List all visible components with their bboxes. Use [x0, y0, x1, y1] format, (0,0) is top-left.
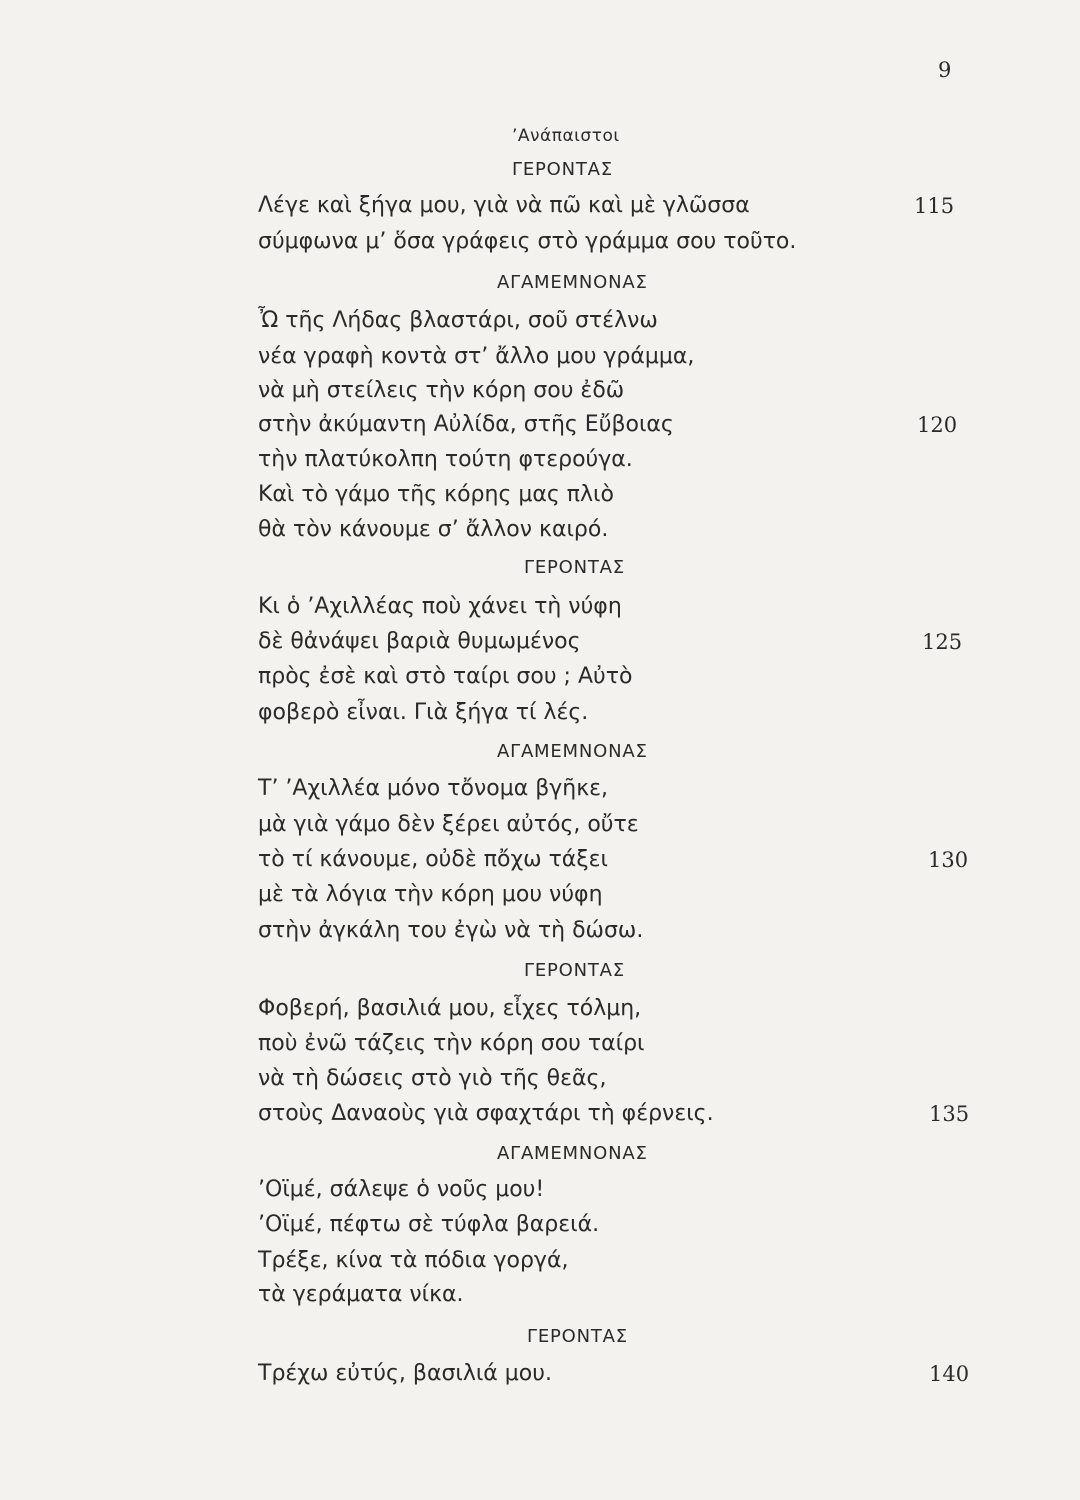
verse-line: πρὸς ἐσὲ καὶ στὸ ταίρι σου ; Αὐτὸ — [258, 664, 633, 689]
speaker-name: ΑΓΑΜΕΜΝΟΝΑΣ — [497, 272, 648, 293]
line-number: 140 — [929, 1362, 970, 1386]
verse-line: μὰ γιὰ γάμο δὲν ξέρει αὐτός, οὔτε — [258, 812, 639, 837]
verse-line: στὴν ἀγκάλη του ἐγὼ νὰ τὴ δώσω. — [258, 918, 644, 943]
line-number: 120 — [917, 413, 958, 437]
line-number: 125 — [922, 630, 963, 654]
verse-line: νὰ τὴ δώσεις στὸ γιὸ τῆς θεᾶς, — [258, 1066, 607, 1091]
verse-line: Τρέχω εὐτύς, βασιλιά μου. — [258, 1361, 552, 1386]
verse-line: φοβερὸ εἶναι. Γιὰ ξήγα τί λές. — [258, 700, 589, 725]
line-number: 115 — [914, 194, 955, 218]
verse-line: τὴν πλατύκολπη τούτη φτερούγα. — [258, 447, 633, 472]
meter-heading: ’Ανάπαιστοι — [512, 126, 620, 146]
verse-line: στὴν ἀκύμαντη Αὐλίδα, στῆς Εὔβοιας — [258, 412, 674, 437]
line-number: 130 — [928, 848, 969, 872]
verse-line: Τ’ ’Αχιλλέα μόνο τὄνομα βγῆκε, — [258, 776, 609, 801]
verse-line: στοὺς Δαναοὺς γιὰ σφαχτάρι τὴ φέρνεις. — [258, 1101, 714, 1126]
verse-line: ’Οϊμέ, σάλεψε ὁ νοῦς μου! — [258, 1177, 545, 1202]
speaker-name: ΓΕΡΟΝΤΑΣ — [512, 159, 613, 180]
speaker-name: ΓΕΡΟΝΤΑΣ — [524, 557, 625, 578]
verse-line: ’Οϊμέ, πέφτω σὲ τύφλα βαρειά. — [258, 1212, 600, 1237]
verse-line: δὲ θἀνάψει βαριὰ θυμωμένος — [258, 629, 581, 654]
verse-line: Κι ὁ ’Αχιλλέας ποὺ χάνει τὴ νύφη — [258, 594, 622, 619]
speaker-name: ΑΓΑΜΕΜΝΟΝΑΣ — [497, 1143, 648, 1164]
verse-line: Λέγε καὶ ξήγα μου, γιὰ νὰ πῶ καὶ μὲ γλῶσσα — [258, 193, 750, 218]
speaker-name: ΓΕΡΟΝΤΑΣ — [527, 1326, 628, 1347]
verse-line: Καὶ τὸ γάμο τῆς κόρης μας πλιὸ — [258, 482, 614, 507]
verse-line: τὰ γεράματα νίκα. — [258, 1282, 464, 1307]
verse-line: Ὦ τῆς Λήδας βλαστάρι, σοῦ στέλνω — [258, 308, 658, 333]
verse-line: τὸ τί κάνουμε, οὐδὲ πὄχω τάξει — [258, 847, 608, 872]
verse-line: σύμφωνα μ’ ὅσα γράφεις στὸ γράμμα σου τοῦτο. — [258, 229, 797, 254]
speaker-name: ΑΓΑΜΕΜΝΟΝΑΣ — [497, 741, 648, 762]
speaker-name: ΓΕΡΟΝΤΑΣ — [524, 960, 625, 981]
verse-line: νέα γραφὴ κοντὰ στ’ ἄλλο μου γράμμα, — [258, 344, 695, 369]
line-number: 135 — [929, 1102, 970, 1126]
verse-line: ποὺ ἐνῶ τάζεις τὴν κόρη σου ταίρι — [258, 1031, 645, 1056]
verse-line: Φοβερή, βασιλιά μου, εἶχες τόλμη, — [258, 996, 642, 1021]
verse-line: Τρέξε, κίνα τὰ πόδια γοργά, — [258, 1248, 569, 1273]
page-number: 9 — [938, 58, 952, 82]
verse-line: νὰ μὴ στείλεις τὴν κόρη σου ἐδῶ — [258, 378, 625, 403]
verse-line: μὲ τὰ λόγια τὴν κόρη μου νύφη — [258, 882, 603, 907]
verse-line: θὰ τὸν κάνουμε σ’ ἄλλον καιρό. — [258, 517, 609, 542]
